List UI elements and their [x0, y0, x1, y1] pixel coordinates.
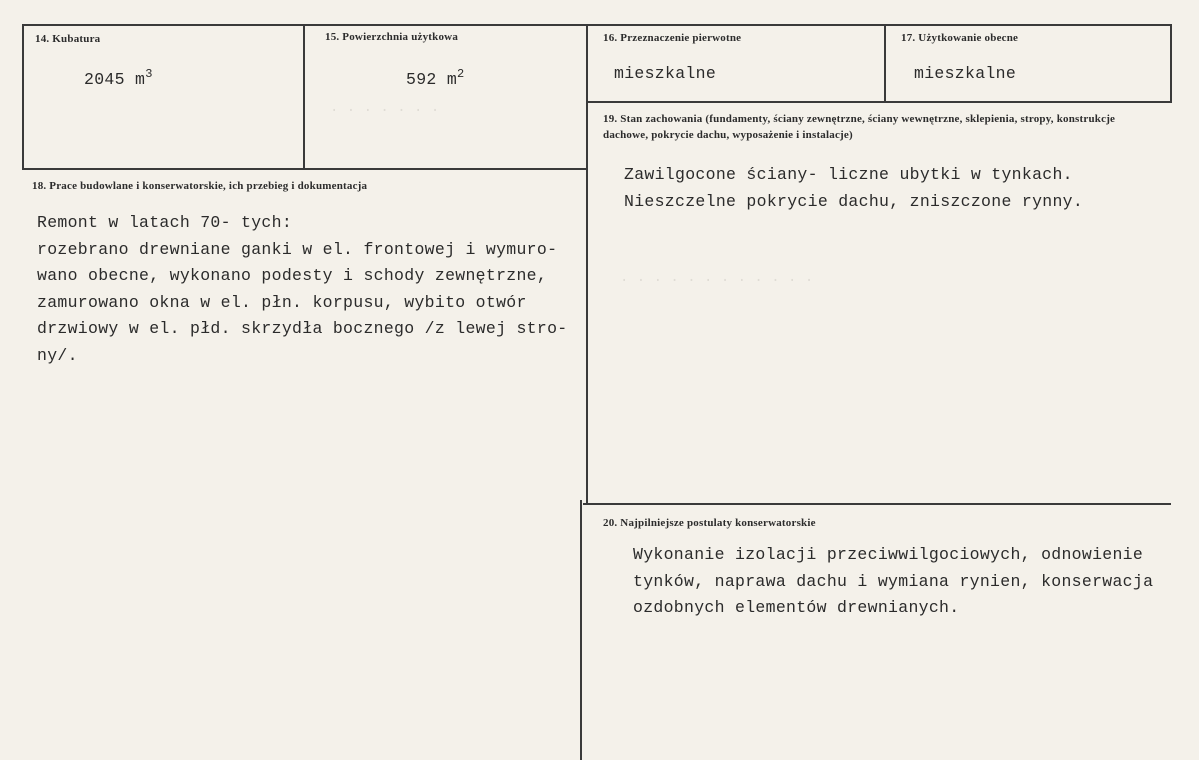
prace-budowlane-text — [37, 210, 567, 369]
rule-right — [1170, 24, 1172, 102]
text-line: ny/. — [37, 345, 78, 365]
text-line: tynków, naprawa dachu i wymiana rynien, konserwacja — [633, 571, 1154, 591]
kubatura-label: 14. Kubatura — [35, 33, 101, 45]
uzytkowanie-value: mieszkalne — [914, 64, 1017, 83]
rule-above-20 — [583, 503, 1171, 505]
text-line: rozebrano drewniane ganki w el. frontowej i wymuro- — [37, 239, 558, 259]
text-line: zamurowano okna w el. płn. korpusu, wybito otwór — [37, 292, 527, 312]
przeznaczenie-value: mieszkalne — [614, 64, 717, 83]
divider-v-14-15 — [303, 24, 305, 170]
text-line: Zawilgocone ściany- liczne ubytki w tynkach. — [624, 165, 1073, 184]
postulaty-text — [633, 542, 1153, 622]
text-line: Remont w latach 70- tych: — [37, 213, 293, 232]
rule-under-16-17 — [586, 101, 1172, 103]
text-line: Wykonanie izolacji przeciwwilgociowych, odnowienie — [633, 545, 1144, 564]
kubatura-unit-exponent: 3 — [145, 67, 153, 81]
kubatura-value — [84, 67, 153, 89]
kubatura-number: 2045 — [84, 70, 125, 89]
divider-v-main-lower — [580, 500, 582, 760]
stan-zachowania-label: 19. Stan zachowania (fundamenty, ściany zewnętrzne, ściany wewnętrzne, sklepienia, stropy, konstrukcje dachowe, pokrycie dachu, wyposażenie i instalacje) — [603, 113, 1116, 141]
text-line: drzwiowy w el. płd. skrzydła bocznego /z lewej stro- — [37, 319, 568, 338]
powierzchnia-number: 592 — [406, 70, 437, 89]
prace-budowlane-label: 18. Prace budowlane i konserwatorskie, ich przebieg i dokumentacja — [32, 180, 368, 192]
show-through-text: . . . . . . . . . . . . — [620, 270, 814, 286]
stan-zachowania-text — [624, 162, 1083, 215]
rule-under-14-15 — [22, 168, 588, 170]
powierzchnia-value — [406, 67, 465, 89]
rule-top — [22, 24, 1172, 26]
uzytkowanie-label: 17. Użytkowanie obecne — [901, 32, 1019, 44]
text-line: ozdobnych elementów drewnianych. — [633, 598, 960, 617]
postulaty-label: 20. Najpilniejsze postulaty konserwatorskie — [603, 517, 816, 529]
text-line: wano obecne, wykonano podesty i schody zewnętrzne, — [37, 266, 548, 285]
powierzchnia-unit-exponent: 2 — [457, 67, 465, 81]
divider-v-16-17 — [884, 24, 886, 102]
divider-v-main — [586, 24, 588, 504]
przeznaczenie-label: 16. Przeznaczenie pierwotne — [603, 32, 742, 44]
rule-left — [22, 24, 24, 170]
text-line: Nieszczelne pokrycie dachu, zniszczone rynny. — [624, 191, 1084, 211]
show-through-text: . . . . . . . — [330, 100, 440, 116]
kubatura-unit: m — [135, 70, 146, 89]
powierzchnia-label: 15. Powierzchnia użytkowa — [325, 31, 459, 43]
powierzchnia-unit: m — [446, 70, 458, 89]
